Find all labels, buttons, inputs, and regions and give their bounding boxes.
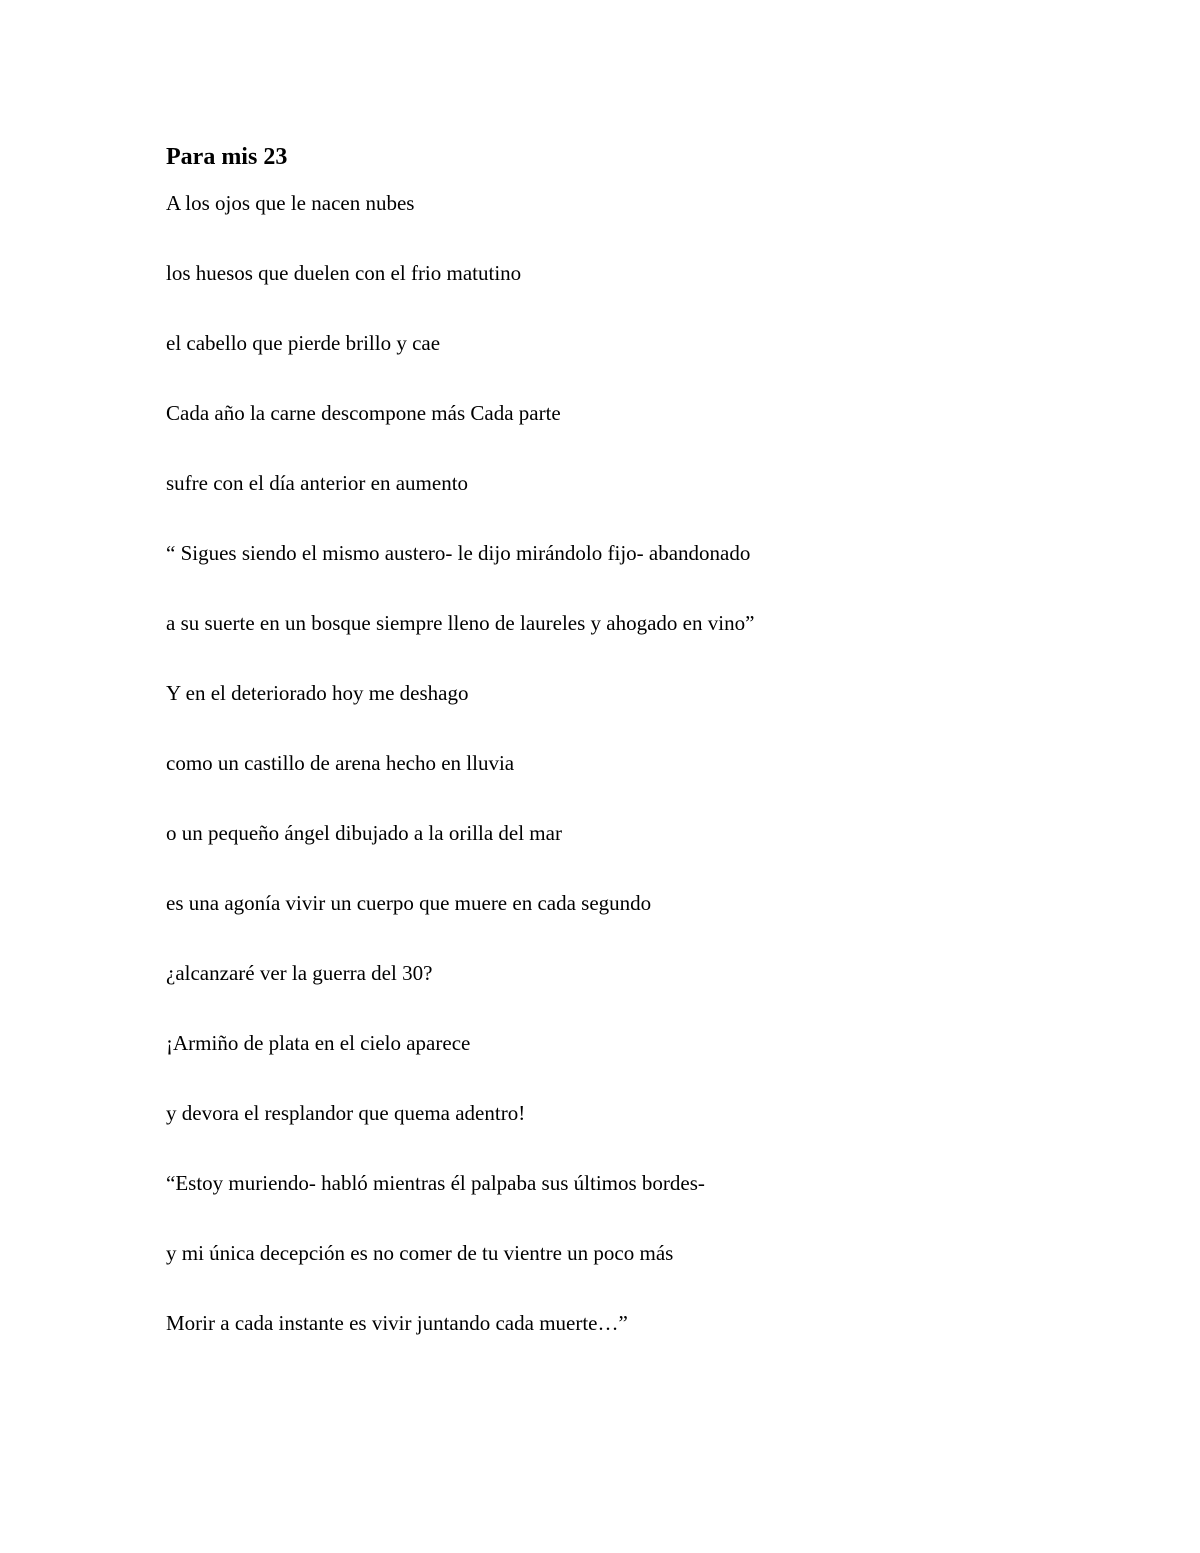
- poem-line: como un castillo de arena hecho en lluvia: [166, 751, 515, 775]
- poem-line: “ Sigues siendo el mismo austero- le dijo mirándolo fijo- abandonado: [166, 541, 751, 565]
- poem-line: y devora el resplandor que quema adentro!: [166, 1101, 526, 1125]
- poem-line: Y en el deteriorado hoy me deshago: [166, 681, 469, 705]
- poem-body: [166, 188, 754, 1378]
- poem-line: a su suerte en un bosque siempre lleno de laureles y ahogado en vino”: [166, 611, 755, 635]
- poem-line: ¡Armiño de plata en el cielo aparece: [166, 1031, 471, 1055]
- poem-line: es una agonía vivir un cuerpo que muere en cada segundo: [166, 891, 652, 915]
- poem-line: Morir a cada instante es vivir juntando cada muerte…”: [166, 1311, 628, 1335]
- poem-line: “Estoy muriendo- habló mientras él palpaba sus últimos bordes-: [166, 1171, 705, 1195]
- poem-title: Para mis 23: [166, 144, 288, 170]
- poem-line: ¿alcanzaré ver la guerra del 30?: [166, 961, 433, 985]
- poem-line: sufre con el día anterior en aumento: [166, 471, 469, 495]
- poem-line: y mi única decepción es no comer de tu vientre un poco más: [166, 1241, 674, 1265]
- poem-line: o un pequeño ángel dibujado a la orilla del mar: [166, 821, 562, 845]
- poem-line: el cabello que pierde brillo y cae: [166, 331, 441, 355]
- poem-line: A los ojos que le nacen nubes: [166, 191, 415, 215]
- poem-line: Cada año la carne descompone más Cada parte: [166, 401, 561, 425]
- poem-line: los huesos que duelen con el frio matutino: [166, 261, 522, 285]
